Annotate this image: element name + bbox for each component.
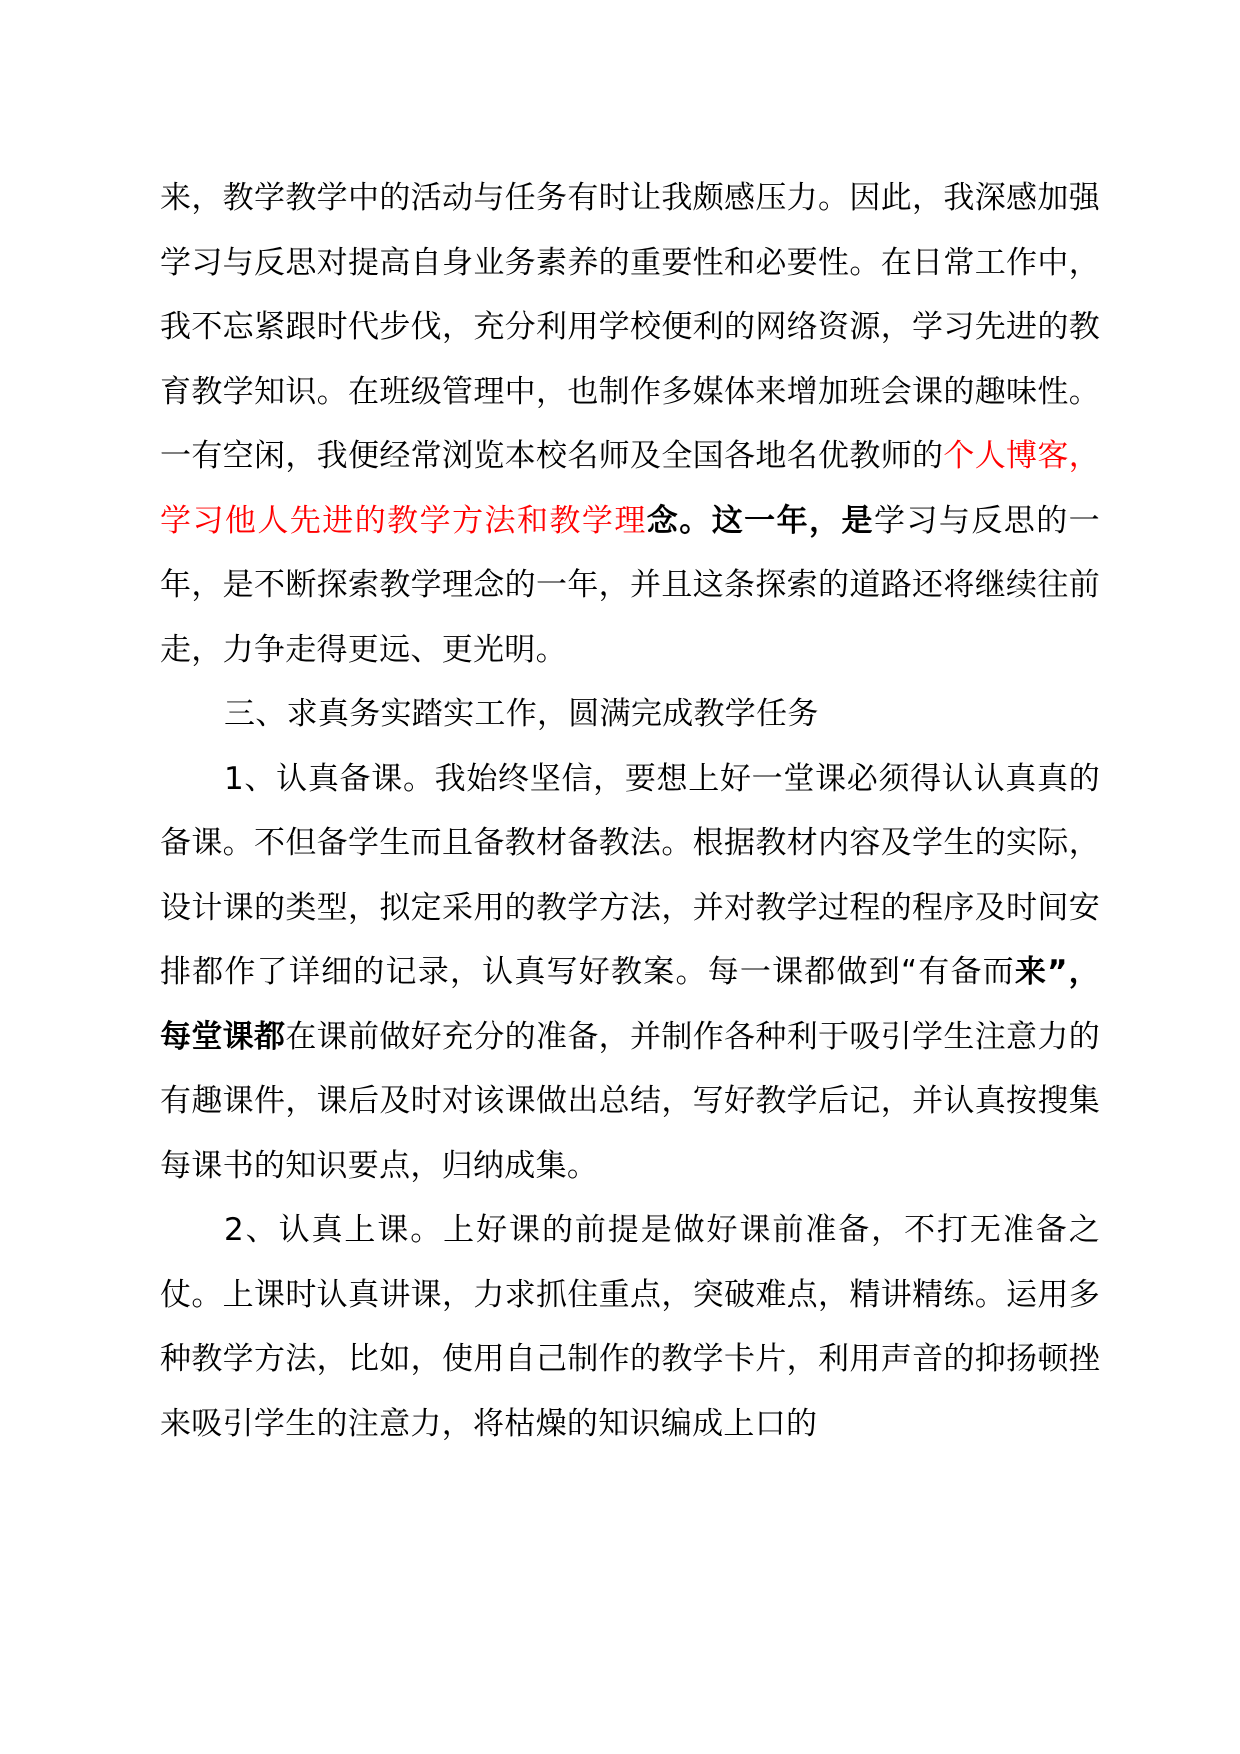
highlighted-red-text: 个人博客，学习他人先进的教学方法和教学理 xyxy=(160,438,1100,539)
paragraph-lesson-prep-text-1: 1、认真备课。我始终坚信，要想上好一堂课必须得认认真真的备课。不但备学生而且备教材备教法。根据教材内容及学生的实际，设计课的类型，拟定采用的教学方法，并对教学过程的程序及时间安排都作了详细的记录，认真写好教案。每一课都做到“有备而 xyxy=(160,760,1100,990)
paragraph-lesson-prep-text-2: 在课前做好充分的准备，并制作各种利于吸引学生注意力的有趣课件，课后及时对该课做出总结，写好教学后记，并认真按搜集每课书的知识要点，归纳成集。 xyxy=(160,1018,1101,1184)
bold-text: 来”，每堂课都 xyxy=(160,954,1100,1055)
section-heading-3: 三、求真务实踏实工作，圆满完成教学任务 xyxy=(224,696,819,732)
document-body xyxy=(160,166,1100,1456)
paragraph-teaching: 2、认真上课。上好课的前提是做好课前准备，不打无准备之仗。上课时认真讲课，力求抓住重点，突破难点，精讲精练。运用多种教学方法，比如，使用自己制作的教学卡片，利用声音的抑扬顿挫来吸引学生的注意力，将枯燥的知识编成上口的 xyxy=(160,1212,1100,1442)
paragraph-lesson-prep xyxy=(160,747,1100,1199)
paragraph-reflection-text-2: 学习与反思的一年，是不断探索教学理念的一年，并且这条探索的道路还将继续往前走，力争走得更远、更光明。 xyxy=(160,502,1100,668)
paragraph-reflection-text-1: 来，教学教学中的活动与任务有时让我颇感压力。因此，我深感加强学习与反思对提高自身业务素养的重要性和必要性。在日常工作中，我不忘紧跟时代步伐，充分利用学校便利的网络资源，学习先进的教育教学知识。在班级管理中，也制作多媒体来增加班会课的趣味性。一有空闲，我便经常浏览本校名师及全国各地名优教师的 xyxy=(160,180,1100,474)
bold-text: 念。这一年，是 xyxy=(646,502,874,539)
paragraph-reflection xyxy=(160,166,1100,682)
